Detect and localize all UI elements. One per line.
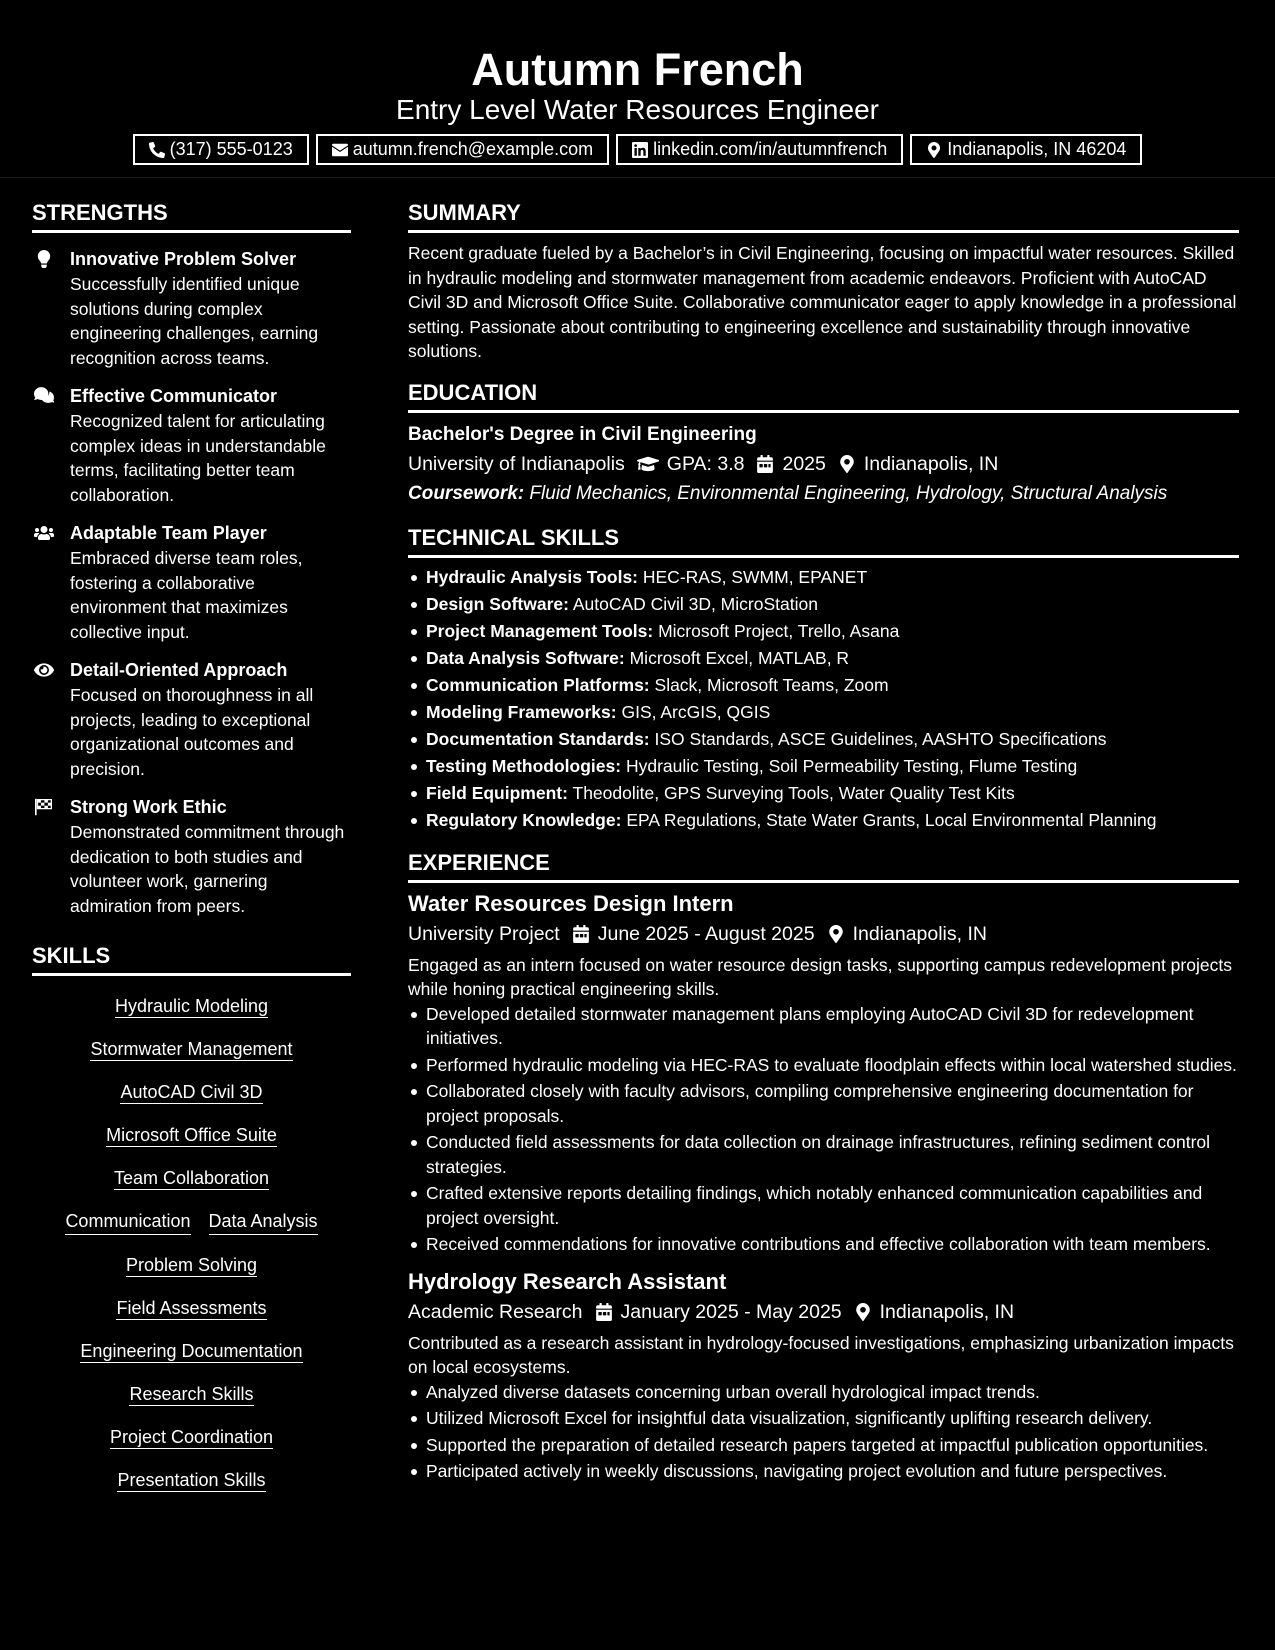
list-item (408, 807, 1239, 834)
contact-bar (0, 134, 1275, 165)
contact-linkedin[interactable] (616, 134, 903, 165)
candidate-name: Autumn French (471, 44, 804, 95)
skill-tag: Communication (65, 1208, 190, 1235)
calendar-icon (756, 455, 774, 473)
experience-heading: EXPERIENCE (408, 849, 1239, 883)
list-item: Performed hydraulic modeling via HEC-RAS to evaluate floodplain effects within local watershed studies. (408, 1053, 1239, 1078)
skills-heading: SKILLS (32, 942, 351, 976)
skill-row (32, 1122, 351, 1148)
list-item (408, 645, 1239, 672)
skill-values: Microsoft Excel, MATLAB, R (629, 647, 850, 668)
strength-item (32, 247, 351, 370)
strength-item (32, 384, 351, 507)
list-item: Supported the preparation of detailed research papers targeted at impactful publication opportunities. (408, 1433, 1239, 1458)
job-meta (408, 1297, 1239, 1327)
coursework-label: Coursework: (408, 482, 525, 504)
skill-category: Field Equipment: (426, 782, 568, 803)
job-org: University Project (408, 922, 560, 945)
list-item: Conducted field assessments for data collection on drainage infrastructures, refining sediment control strategies. (408, 1130, 1239, 1179)
list-item: Participated actively in weekly discussions, navigating project evolution and future perspectives. (408, 1459, 1239, 1484)
skill-category: Project Management Tools: (426, 620, 654, 641)
skill-tag: Stormwater Management (90, 1039, 293, 1059)
comments-icon (34, 387, 54, 405)
job-summary: Engaged as an intern focused on water resource design tasks, supporting campus redevelopment projects while honing practical engineering skills. (408, 954, 1232, 999)
list-item (408, 564, 1239, 591)
map-pin-icon (926, 142, 942, 158)
strength-title: Detail-Oriented Approach (70, 660, 288, 680)
job-location: Indianapolis, IN (879, 1300, 1015, 1323)
education-heading: EDUCATION (408, 379, 1239, 413)
skill-row (32, 1252, 351, 1278)
list-item: Analyzed diverse datasets concerning urban overall hydrological impact trends. (408, 1380, 1239, 1405)
skills-list (32, 984, 351, 1501)
list-item (408, 672, 1239, 699)
list-item: Utilized Microsoft Excel for insightful data visualization, significantly uplifting research delivery. (408, 1406, 1239, 1431)
skill-row (32, 1424, 351, 1450)
eye-icon (34, 661, 54, 679)
skill-values: GIS, ArcGIS, QGIS (621, 701, 771, 722)
skill-tag: Data Analysis (209, 1208, 318, 1235)
skill-category: Hydraulic Analysis Tools: (426, 566, 638, 587)
skill-row (32, 1338, 351, 1364)
candidate-title: Entry Level Water Resources Engineer (396, 94, 879, 125)
users-icon (34, 524, 54, 542)
strength-title: Innovative Problem Solver (70, 249, 297, 269)
skill-row (32, 1295, 351, 1321)
job-bullets (408, 1380, 1239, 1484)
skill-category: Documentation Standards: (426, 728, 650, 749)
summary-heading: SUMMARY (408, 199, 1239, 233)
skill-tag: Presentation Skills (117, 1470, 266, 1490)
skill-tag: Research Skills (129, 1384, 254, 1404)
linkedin-icon (632, 142, 648, 158)
summary-text: Recent graduate fueled by a Bachelor’s in Civil Engineering, focusing on impactful water resources. Skilled in hydraulic modeling and stormwater management from academic endeavors. Proficient with AutoCAD Civil 3D and Microsoft Office Suite. Collaborative communicator eager to apply knowledge in a professional setting. Passionate about contributing to engineering excellence and sustainability through innovative solutions. (408, 243, 1237, 361)
contact-email-text: autumn.french@example.com (352, 139, 594, 159)
strength-description: Demonstrated commitment through dedication to both studies and volunteer work, garnering admiration from peers. (70, 822, 345, 916)
skill-category: Communication Platforms: (426, 674, 650, 695)
skill-tag: Microsoft Office Suite (106, 1125, 277, 1145)
skill-values: Hydraulic Testing, Soil Permeability Testing, Flume Testing (625, 755, 1078, 776)
skill-tag: Field Assessments (116, 1298, 267, 1318)
skill-tag: Engineering Documentation (80, 1341, 303, 1361)
job-meta (408, 919, 1239, 949)
skill-category: Regulatory Knowledge: (426, 809, 622, 830)
technical-skills-heading: TECHNICAL SKILLS (408, 524, 1239, 558)
school-location: Indianapolis, IN (863, 452, 999, 475)
list-item: Developed detailed stormwater management plans employing AutoCAD Civil 3D for redevelopment initiatives. (408, 1002, 1239, 1051)
education-meta (408, 449, 1239, 479)
school-name: University of Indianapolis (408, 452, 625, 475)
strength-description: Successfully identified unique solutions during complex engineering challenges, earning recognition across teams. (70, 274, 319, 368)
skill-values: EPA Regulations, State Water Grants, Local Environmental Planning (626, 809, 1157, 830)
strength-item (32, 521, 351, 644)
list-item (408, 591, 1239, 618)
map-pin-icon (827, 925, 845, 943)
phone-icon (149, 142, 165, 158)
skill-values: Theodolite, GPS Surveying Tools, Water Quality Test Kits (572, 782, 1015, 803)
skill-values: AutoCAD Civil 3D, MicroStation (572, 593, 818, 614)
list-item: Crafted extensive reports detailing findings, which notably enhanced communication capabilities and project oversight. (408, 1181, 1239, 1230)
skill-row (32, 1165, 351, 1191)
strength-item (32, 795, 351, 918)
list-item (408, 618, 1239, 645)
strengths-heading: STRENGTHS (32, 199, 351, 233)
skill-values: ISO Standards, ASCE Guidelines, AASHTO Specifications (654, 728, 1107, 749)
gpa-value: GPA: 3.8 (666, 452, 745, 475)
resume-header (0, 0, 1275, 178)
skill-row (32, 1381, 351, 1407)
skill-row (32, 1036, 351, 1062)
skill-tag: Project Coordination (109, 1427, 274, 1447)
degree-title: Bachelor's Degree in Civil Engineering (408, 423, 757, 445)
job-title: Water Resources Design Intern (408, 890, 734, 916)
skill-tag: Team Collaboration (113, 1168, 270, 1188)
graduation-year: 2025 (782, 452, 826, 475)
list-item (408, 699, 1239, 726)
technical-skills-list (408, 564, 1239, 834)
list-item: Received commendations for innovative contributions and effective collaboration with team members. (408, 1232, 1239, 1257)
map-pin-icon (838, 455, 856, 473)
skill-values: HEC-RAS, SWMM, EPANET (642, 566, 868, 587)
job-bullets (408, 1002, 1239, 1257)
skill-category: Testing Methodologies: (426, 755, 622, 776)
job-dates: June 2025 - August 2025 (597, 922, 815, 945)
skill-tag: Problem Solving (125, 1255, 258, 1275)
contact-location[interactable] (910, 134, 1142, 165)
contact-linkedin-text: linkedin.com/in/autumnfrench (653, 139, 888, 159)
list-item: Collaborated closely with faculty advisors, compiling comprehensive engineering documentation for project proposals. (408, 1079, 1239, 1128)
list-item (408, 753, 1239, 780)
skill-values: Microsoft Project, Trello, Asana (658, 620, 900, 641)
skill-category: Design Software: (426, 593, 569, 614)
strength-title: Effective Communicator (70, 386, 278, 406)
contact-phone-text: (317) 555-0123 (169, 139, 293, 159)
contact-location-text: Indianapolis, IN 46204 (947, 139, 1127, 159)
skill-tag: AutoCAD Civil 3D (120, 1082, 263, 1102)
calendar-icon (595, 1303, 613, 1321)
left-column (32, 199, 351, 1501)
skill-category: Data Analysis Software: (426, 647, 625, 668)
coursework-line (408, 479, 1239, 509)
skill-row (32, 993, 351, 1019)
strength-description: Embraced diverse team roles, fostering a collaborative environment that maximizes collective input. (70, 548, 303, 642)
job-dates: January 2025 - May 2025 (620, 1300, 842, 1323)
strength-description: Focused on thoroughness in all projects, leading to exceptional organizational outcomes and precision. (70, 685, 314, 779)
skill-category: Modeling Frameworks: (426, 701, 617, 722)
calendar-icon (572, 925, 590, 943)
strength-title: Adaptable Team Player (70, 523, 267, 543)
graduation-cap-icon (637, 455, 659, 473)
job-org: Academic Research (408, 1300, 583, 1323)
right-column (408, 199, 1239, 1486)
contact-email[interactable] (316, 134, 609, 165)
job-location: Indianapolis, IN (852, 922, 987, 945)
skill-values: Slack, Microsoft Teams, Zoom (654, 674, 889, 695)
checkered-flag-icon (34, 798, 54, 816)
list-item (408, 780, 1239, 807)
contact-phone[interactable] (133, 134, 309, 165)
strength-item (32, 658, 351, 781)
lightbulb-icon (34, 250, 54, 268)
skill-row (32, 1467, 351, 1493)
strength-description: Recognized talent for articulating complex ideas in understandable terms, facilitating better team collaboration. (70, 411, 326, 505)
job-summary: Contributed as a research assistant in hydrology-focused investigations, emphasizing urbanization impacts on local ecosystems. (408, 1332, 1234, 1377)
strength-title: Strong Work Ethic (70, 797, 227, 817)
list-item (408, 726, 1239, 753)
coursework-list: Fluid Mechanics, Environmental Engineering, Hydrology, Structural Analysis (529, 482, 1168, 504)
job-title: Hydrology Research Assistant (408, 1268, 727, 1294)
map-pin-icon (854, 1303, 872, 1321)
skill-tag: Hydraulic Modeling (114, 996, 269, 1016)
skill-row (32, 1079, 351, 1105)
envelope-icon (332, 142, 348, 158)
